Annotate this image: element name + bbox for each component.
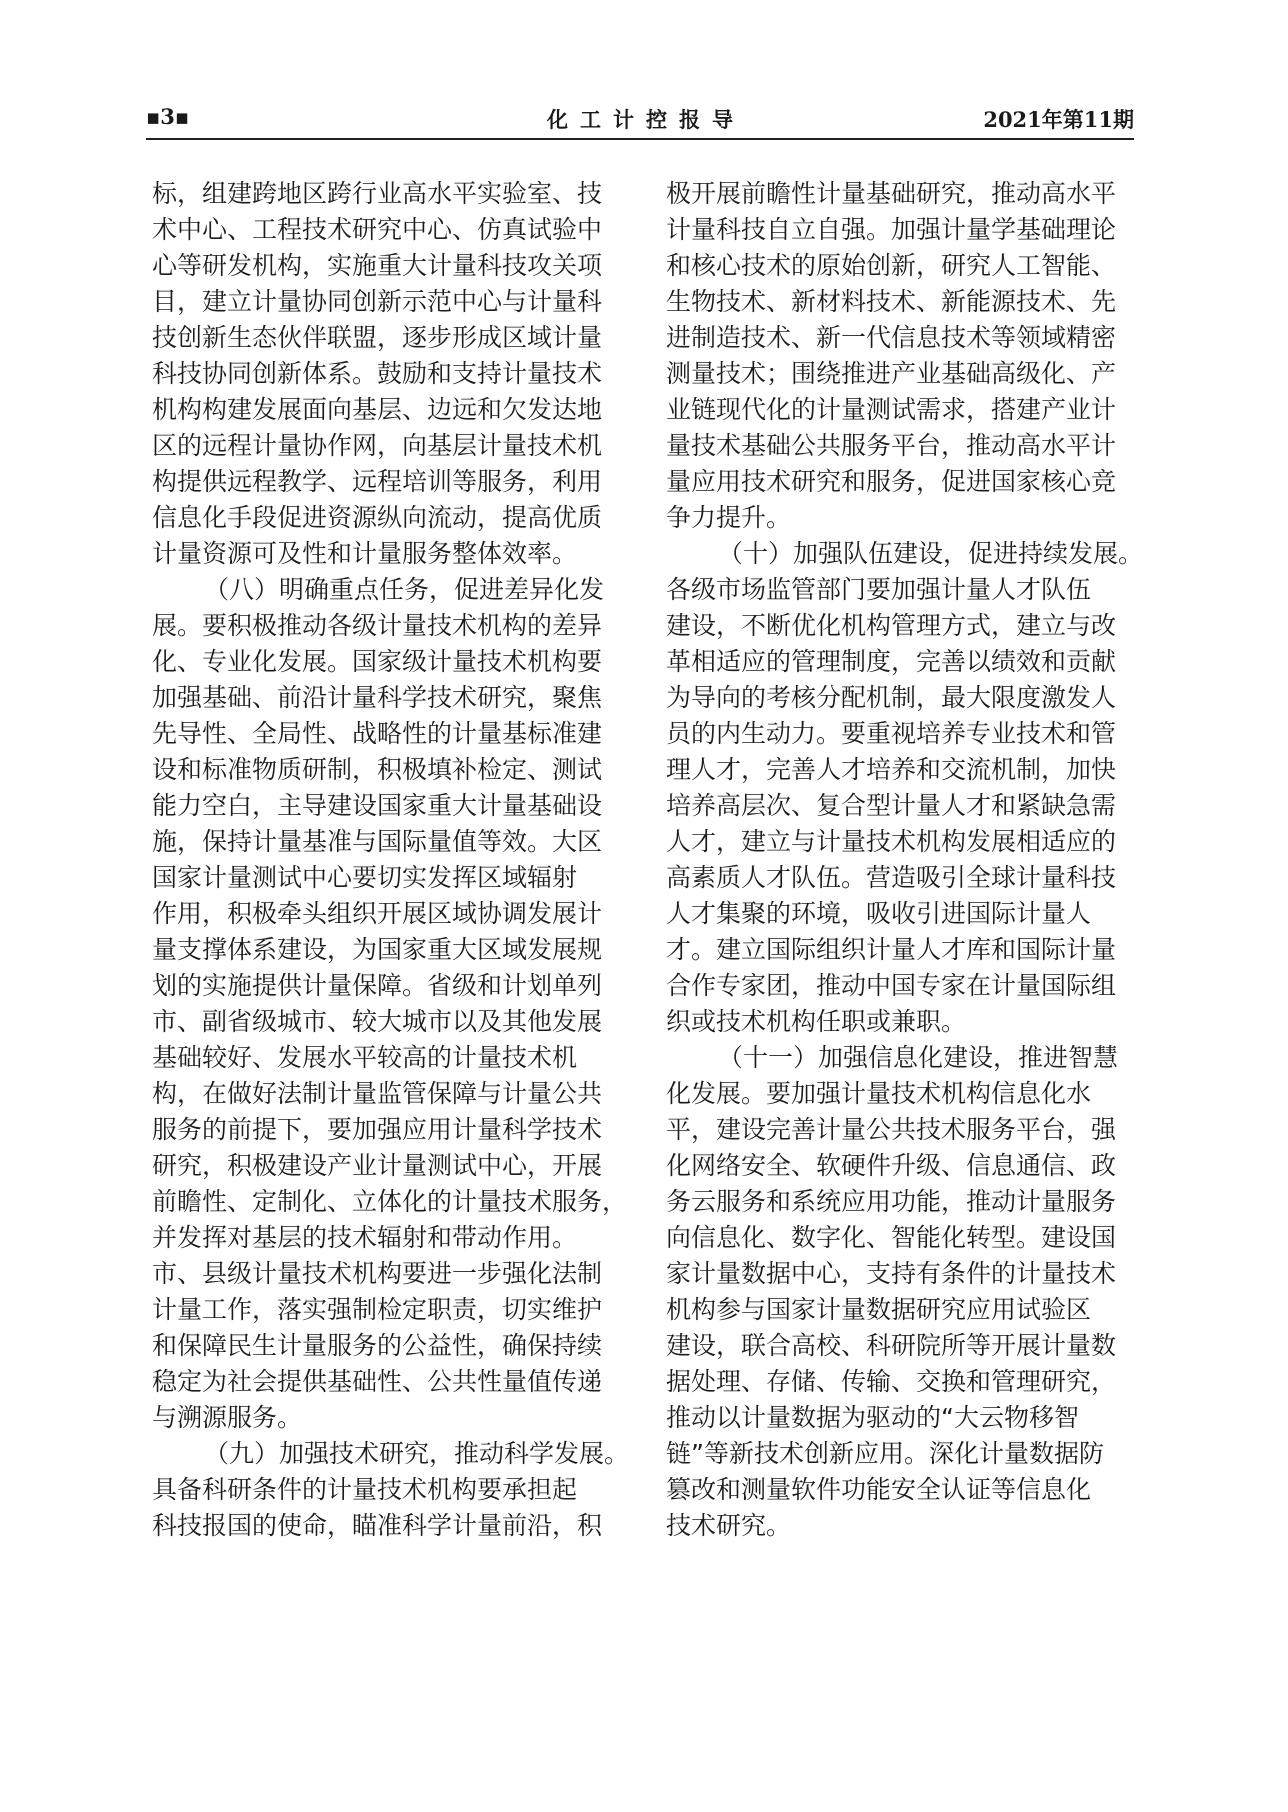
text-line: 争力提升。 (666, 503, 792, 532)
text-line: 业链现代化的计量测试需求，搭建产业计 (666, 395, 1117, 424)
text-line: 化、专业化发展。国家级计量技术机构要 (152, 647, 603, 676)
text-line: （十一）加强信息化建设，推进智慧 (718, 1043, 1119, 1072)
header-rule (146, 138, 1134, 140)
text-line: 化发展。要加强计量技术机构信息化水 (666, 1079, 1092, 1108)
text-line: 划的实施提供计量保障。省级和计划单列 (152, 971, 603, 1000)
text-line: 合作专家团，推动中国专家在计量国际组 (666, 971, 1117, 1000)
text-line: 人才集聚的环境，吸收引进国际计量人 (666, 899, 1092, 928)
text-line: 国家计量测试中心要切实发挥区域辐射 (152, 863, 578, 892)
text-line: 科技协同创新体系。鼓励和支持计量技术 (152, 359, 603, 388)
page-number: ▪3▪ (146, 104, 190, 129)
text-line: 务云服务和系统应用功能，推动计量服务 (666, 1187, 1117, 1216)
text-line: 研究，积极建设产业计量测试中心，开展 (152, 1151, 603, 1180)
text-line: 计量科技自立自强。加强计量学基础理论 (666, 215, 1117, 244)
text-line: 量技术基础公共服务平台，推动高水平计 (666, 431, 1117, 460)
text-line: 稳定为社会提供基础性、公共性量值传递 (152, 1367, 603, 1396)
text-line: 据处理、存储、传输、交换和管理研究， (666, 1367, 1117, 1396)
text-line: 向信息化、数字化、智能化转型。建设国 (666, 1223, 1117, 1252)
text-line: 加强基础、前沿计量科学技术研究，聚焦 (152, 683, 603, 712)
text-line: 标，组建跨地区跨行业高水平实验室、技 (152, 179, 603, 208)
text-line: 篡改和测量软件功能安全认证等信息化 (666, 1475, 1092, 1504)
text-line: 计量资源可及性和计量服务整体效率。 (152, 539, 578, 568)
text-line: 化网络安全、软硬件升级、信息通信、政 (666, 1151, 1117, 1180)
text-line: 科技报国的使命，瞄准科学计量前沿，积 (152, 1511, 603, 1540)
text-line: 构提供远程教学、远程培训等服务，利用 (152, 467, 603, 496)
left-column (152, 176, 630, 1544)
text-line: 极开展前瞻性计量基础研究，推动高水平 (666, 179, 1117, 208)
text-line: 区的远程计量协作网，向基层计量技术机 (152, 431, 603, 460)
text-line: 革相适应的管理制度，完善以绩效和贡献 (666, 647, 1117, 676)
text-line: 高素质人才队伍。营造吸引全球计量科技 (666, 863, 1117, 892)
text-line: 测量技术；围绕推进产业基础高级化、产 (666, 359, 1117, 388)
text-line: 能力空白，主导建设国家重大计量基础设 (152, 791, 603, 820)
text-line: 服务的前提下，要加强应用计量科学技术 (152, 1115, 603, 1144)
text-line: 机构构建发展面向基层、边远和欠发达地 (152, 395, 603, 424)
text-line: 平，建设完善计量公共技术服务平台，强 (666, 1115, 1117, 1144)
text-line: 理人才，完善人才培养和交流机制，加快 (666, 755, 1117, 784)
text-line: 技创新生态伙伴联盟，逐步形成区域计量 (152, 323, 603, 352)
text-line: 基础较好、发展水平较高的计量技术机 (152, 1043, 578, 1072)
text-line: 设和标准物质研制，积极填补检定、测试 (152, 755, 603, 784)
text-line: 市、副省级城市、较大城市以及其他发展 (152, 1007, 603, 1036)
text-line: （八）明确重点任务，促进差异化发 (204, 575, 605, 604)
text-line: 施，保持计量基准与国际量值等效。大区 (152, 827, 603, 856)
text-line: 进制造技术、新一代信息技术等领域精密 (666, 323, 1117, 352)
text-line: 展。要积极推动各级计量技术机构的差异 (152, 611, 603, 640)
text-line: 目，建立计量协同创新示范中心与计量科 (152, 287, 603, 316)
text-line: 机构参与国家计量数据研究应用试验区 (666, 1295, 1092, 1324)
text-line: 人才，建立与计量技术机构发展相适应的 (666, 827, 1117, 856)
text-line: 建设，联合高校、科研院所等开展计量数 (666, 1331, 1117, 1360)
page-header (146, 104, 1146, 140)
issue-label: 2021年第11期 (983, 107, 1134, 132)
text-line: 并发挥对基层的技术辐射和带动作用。 (152, 1223, 578, 1252)
text-line: 技术研究。 (666, 1511, 792, 1540)
text-line: 链”等新技术创新应用。深化计量数据防 (666, 1439, 1104, 1468)
text-line: 才。建立国际组织计量人才库和国际计量 (666, 935, 1117, 964)
text-line: 术中心、工程技术研究中心、仿真试验中 (152, 215, 603, 244)
text-line: 和核心技术的原始创新，研究人工智能、 (666, 251, 1117, 280)
text-line: 和保障民生计量服务的公益性，确保持续 (152, 1331, 603, 1360)
text-line: 先导性、全局性、战略性的计量基标准建 (152, 719, 603, 748)
text-line: 构，在做好法制计量监管保障与计量公共 (152, 1079, 603, 1108)
text-line: 信息化手段促进资源纵向流动，提高优质 (152, 503, 603, 532)
text-line: 各级市场监管部门要加强计量人才队伍 (666, 575, 1092, 604)
text-line: 为导向的考核分配机制，最大限度激发人 (666, 683, 1117, 712)
text-line: 量支撑体系建设，为国家重大区域发展规 (152, 935, 603, 964)
text-line: 市、县级计量技术机构要进一步强化法制 (152, 1259, 603, 1288)
right-column (666, 176, 1144, 1544)
text-line: （九）加强技术研究，推动科学发展。 (204, 1439, 630, 1468)
text-line: 生物技术、新材料技术、新能源技术、先 (666, 287, 1117, 316)
text-line: 家计量数据中心，支持有条件的计量技术 (666, 1259, 1117, 1288)
text-line: 具备科研条件的计量技术机构要承担起 (152, 1475, 578, 1504)
text-line: 员的内生动力。要重视培养专业技术和管 (666, 719, 1117, 748)
text-line: 建设，不断优化机构管理方式，建立与改 (666, 611, 1117, 640)
text-line: 培养高层次、复合型计量人才和紧缺急需 (666, 791, 1117, 820)
text-line: 作用，积极牵头组织开展区域协调发展计 (152, 899, 603, 928)
text-line: 前瞻性、定制化、立体化的计量技术服务， (152, 1187, 628, 1216)
text-line: 织或技术机构任职或兼职。 (666, 1007, 967, 1036)
text-line: 与溯源服务。 (152, 1403, 303, 1432)
text-line: 计量工作，落实强制检定职责，切实维护 (152, 1295, 603, 1324)
text-line: （十）加强队伍建设，促进持续发展。 (718, 539, 1144, 568)
journal-name: 化工计控报导 (547, 107, 745, 132)
text-line: 量应用技术研究和服务，促进国家核心竞 (666, 467, 1117, 496)
text-line: 推动以计量数据为驱动的“大云物移智 (666, 1403, 1079, 1432)
text-line: 心等研发机构，实施重大计量科技攻关项 (152, 251, 603, 280)
